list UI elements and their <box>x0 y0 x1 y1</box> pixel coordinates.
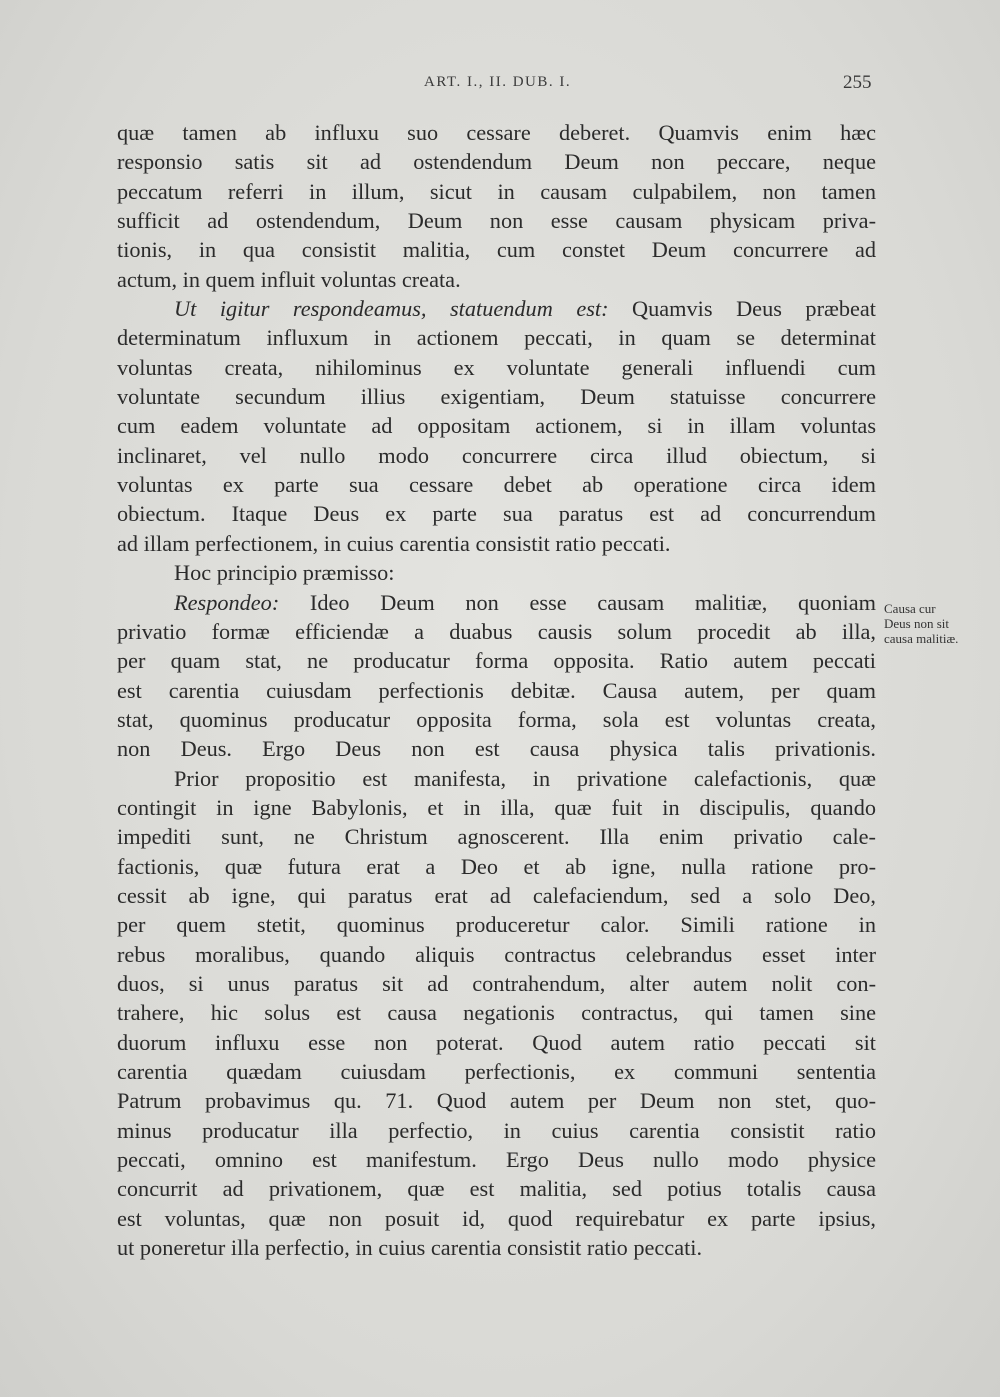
text-line: impediti sunt, ne Christum agnoscerent. Illa enim privatio cale- <box>117 824 876 850</box>
text-line: actum, in quem influit voluntas creata. <box>117 266 461 292</box>
text-line: est voluntas, quæ non posuit id, quod requirebatur ex parte ipsius, <box>117 1205 876 1231</box>
text-line: contingit in igne Babylonis, et in illa, quæ fuit in discipulis, quando <box>117 794 876 820</box>
margin-note-line: Deus non sit <box>884 616 949 631</box>
text-line: stat, quominus producatur opposita forma, sola est voluntas creata, <box>117 706 876 732</box>
margin-note-line: Causa cur <box>884 601 936 616</box>
text-line: duorum influxu esse non poterat. Quod autem ratio peccati sit <box>117 1029 876 1055</box>
text-line: per quem stetit, quominus produceretur calor. Simili ratione in <box>117 912 876 938</box>
text-line: obiectum. Itaque Deus ex parte sua paratus est ad concurrendum <box>117 501 876 527</box>
margin-note <box>884 601 994 646</box>
text-run: Ideo Deum non esse causam malitiæ, quoniam <box>279 589 876 615</box>
text-line: quæ tamen ab influxu suo cessare deberet. Quamvis enim hæc <box>117 120 876 145</box>
text-line: duos, si unus paratus sit ad contrahendum, alter autem nolit con- <box>117 970 876 996</box>
text-line: minus producatur illa perfectio, in cuius carentia consistit ratio <box>117 1117 876 1143</box>
body-text <box>117 118 876 1262</box>
text-line: cessit ab igne, qui paratus erat ad calefaciendum, sed a solo Deo, <box>117 882 876 908</box>
text-line: responsio satis sit ad ostendendum Deum non peccare, neque <box>117 149 876 175</box>
text-line: sufficit ad ostendendum, Deum non esse causam physicam priva- <box>117 208 876 234</box>
text-line: cum eadem voluntate ad oppositam actionem, si in illam voluntas <box>117 413 876 439</box>
text-line: trahere, hic solus est causa negationis contractus, qui tamen sine <box>117 1000 876 1026</box>
text-line: factionis, quæ futura erat a Deo et ab igne, nulla ratione pro- <box>117 853 876 879</box>
text-line: determinatum influxum in actionem peccati, in quam se determinat <box>117 325 876 351</box>
italic-lead: Respondeo: <box>174 589 280 615</box>
page-number: 255 <box>843 72 872 93</box>
italic-lead: Ut igitur respondeamus, statuendum est: <box>174 296 609 322</box>
text-line: non Deus. Ergo Deus non est causa physica talis privationis. <box>117 736 876 762</box>
text-line: voluntas ex parte sua cessare debet ab operatione circa idem <box>117 472 876 498</box>
text-line: Prior propositio est manifesta, in privatione calefactionis, quæ <box>174 765 876 791</box>
text-line: carentia quædam cuiusdam perfectionis, ex communi sententia <box>117 1059 876 1084</box>
text-line: ad illam perfectionem, in cuius carentia consistit ratio peccati. <box>117 530 671 556</box>
text-line: tionis, in qua consistit malitia, cum constet Deum concurrere ad <box>117 237 876 263</box>
text-line: rebus moralibus, quando aliquis contractus celebrandus esset inter <box>117 941 876 967</box>
text-line: voluntate secundum illius exigentiam, Deum statuisse concurrere <box>117 384 876 410</box>
text-line <box>117 294 876 323</box>
text-line <box>117 588 876 617</box>
text-line: per quam stat, ne producatur forma opposita. Ratio autem peccati <box>117 648 876 674</box>
text-line: Hoc principio præmisso: <box>174 560 395 586</box>
text-line: peccati, omnino est manifestum. Ergo Deus nullo modo physice <box>117 1147 876 1173</box>
text-line: voluntas creata, nihilominus ex voluntate generali influendi cum <box>117 354 876 380</box>
margin-note-line: causa malitiæ. <box>884 631 959 646</box>
running-head: ART. I., II. DUB. I. <box>424 74 572 90</box>
text-line: Patrum probavimus qu. 71. Quod autem per Deum non stet, quo- <box>117 1088 876 1114</box>
text-line: inclinaret, vel nullo modo concurrere circa illud obiectum, si <box>117 442 876 468</box>
text-line: ut poneretur illa perfectio, in cuius carentia consistit ratio peccati. <box>117 1235 703 1261</box>
text-run: Quamvis Deus præbeat <box>608 296 877 322</box>
text-line: peccatum referri in illum, sicut in causam culpabilem, non tamen <box>117 178 876 204</box>
text-line: concurrit ad privationem, quæ est malitia, sed potius totalis causa <box>117 1176 876 1202</box>
text-line: est carentia cuiusdam perfectionis debitæ. Causa autem, per quam <box>117 677 876 703</box>
text-line: privatio formæ efficiendæ a duabus causis solum procedit ab illa, <box>117 618 876 644</box>
